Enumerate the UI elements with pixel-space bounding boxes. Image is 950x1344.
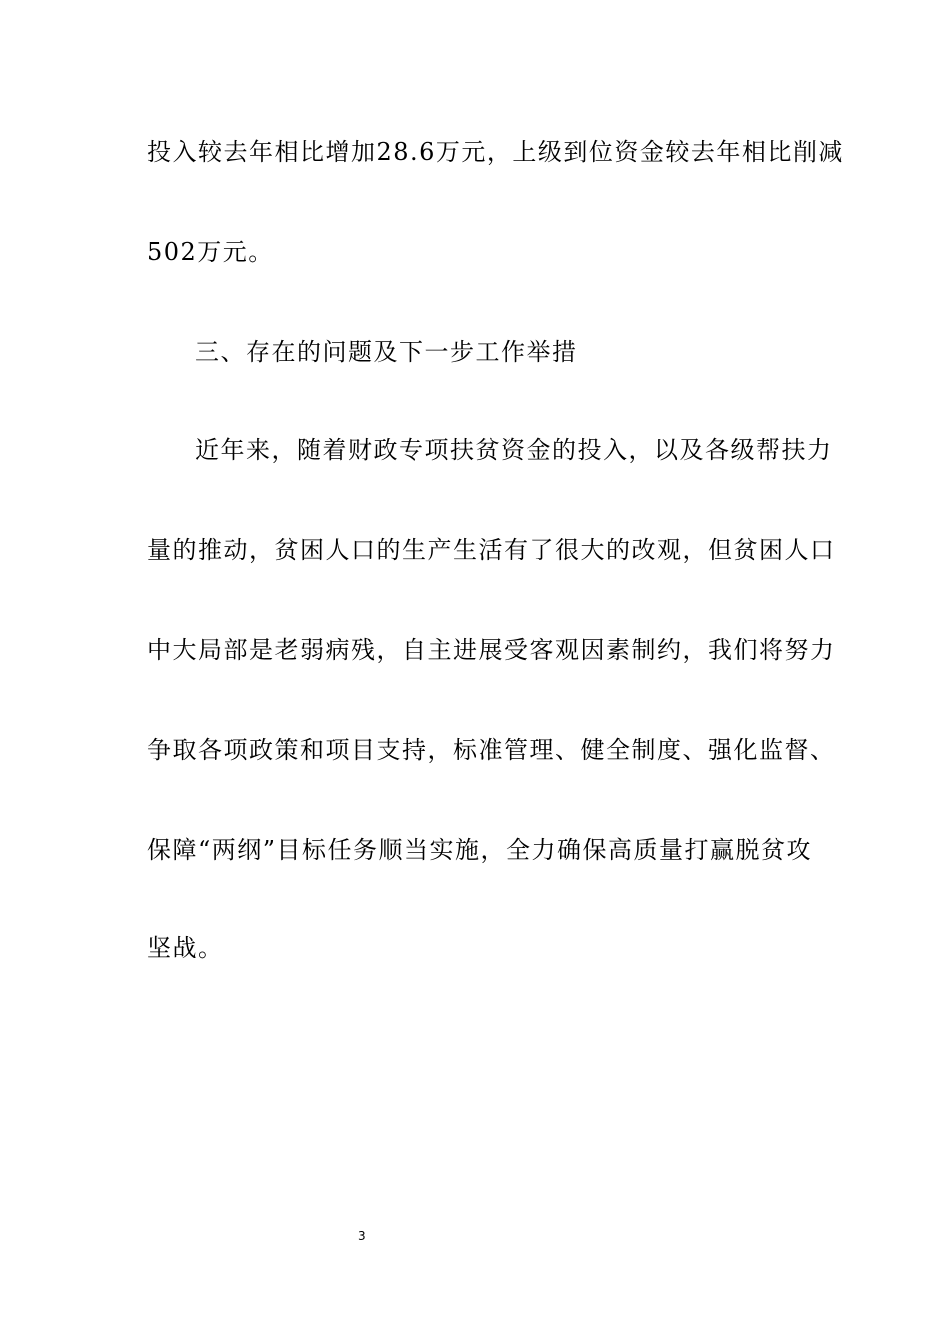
text-line-2: 502万元。 bbox=[147, 238, 274, 266]
text-line-9: 坚战。 bbox=[147, 934, 224, 962]
text-line-6: 中大局部是老弱病残，自主进展受客观因素制约，我们将努力 bbox=[147, 636, 836, 664]
text-line-4: 近年来，随着财政专项扶贫资金的投入，以及各级帮扶力 bbox=[195, 436, 833, 464]
page-number: 3 bbox=[358, 1229, 366, 1243]
text-line-1: 投入较去年相比增加28.6万元，上级到位资金较去年相比削减 bbox=[147, 138, 844, 166]
text-line-5: 量的推动，贫困人口的生产生活有了很大的改观，但贫困人口 bbox=[147, 536, 836, 564]
text-line-7: 争取各项政策和项目支持，标准管理、健全制度、强化监督、 bbox=[147, 736, 836, 764]
section-heading: 三、存在的问题及下一步工作举措 bbox=[195, 338, 578, 366]
text-line-8: 保障“两纲”目标任务顺当实施，全力确保高质量打赢脱贫攻 bbox=[147, 836, 813, 864]
